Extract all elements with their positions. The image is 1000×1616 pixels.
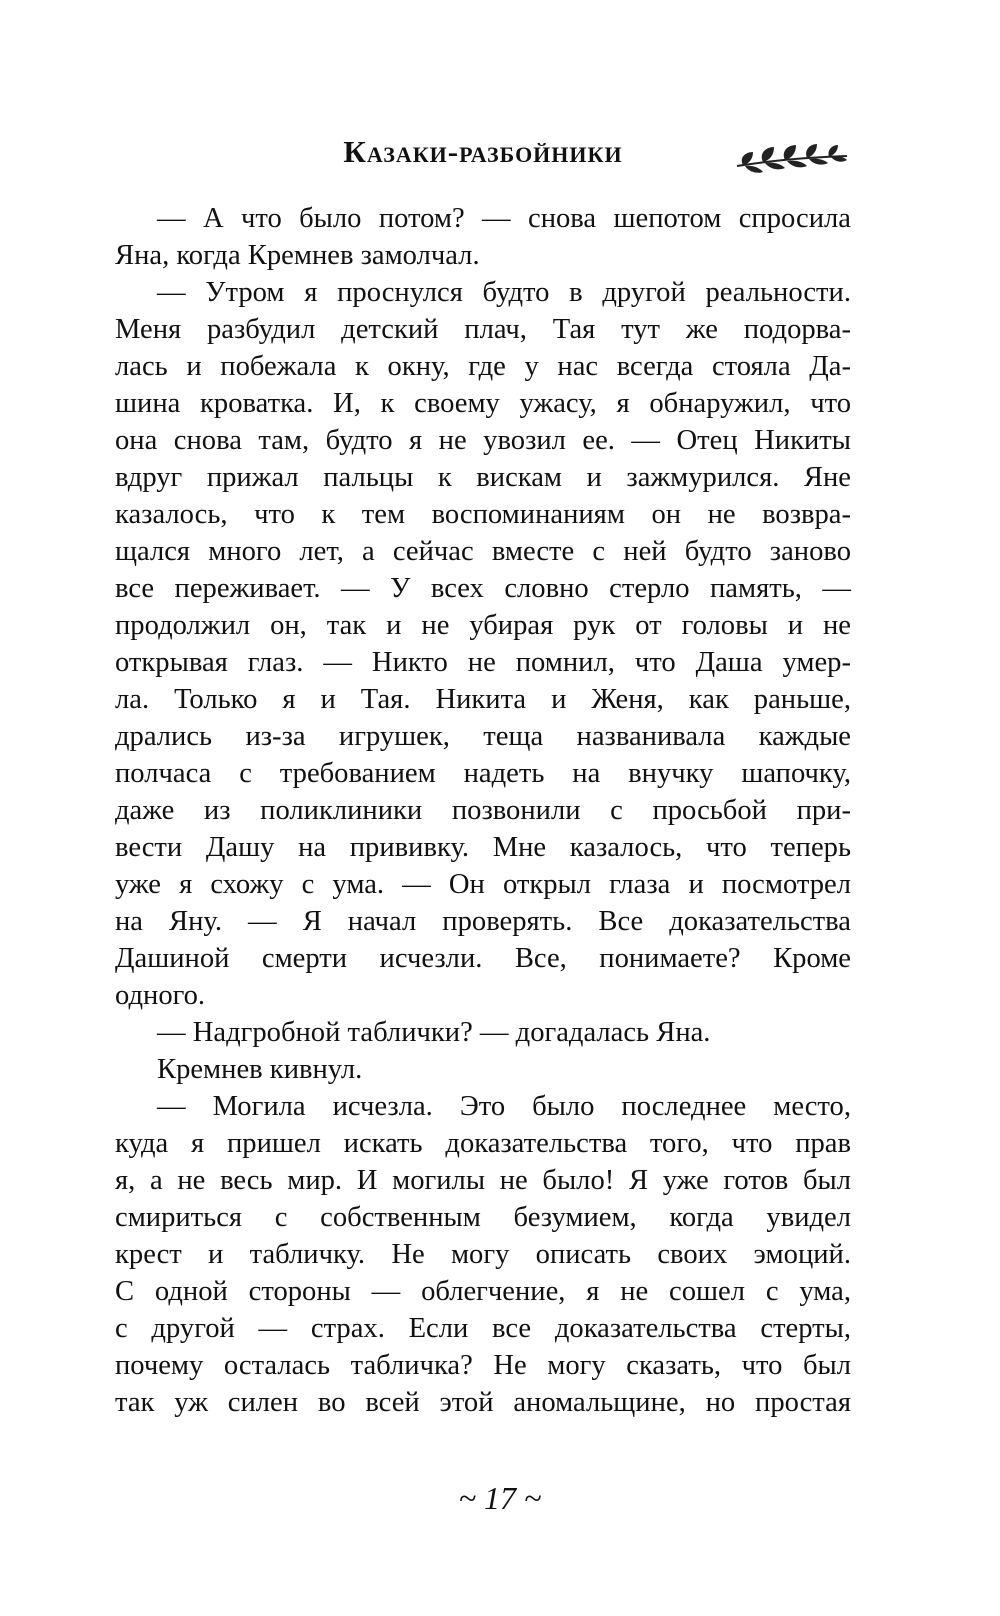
text-line: щался много лет, а сейчас вместе с ней будто заново: [115, 536, 851, 567]
text-line: продолжил он, так и не убирая рук от головы и не: [115, 610, 851, 641]
text-line: С одной стороны — облегчение, я не сошел с ума,: [115, 1276, 851, 1307]
text-line: она снова там, будто я не увозил ее. — Отец Никиты: [115, 425, 851, 456]
text-line: Кремнев кивнул.: [157, 1054, 363, 1085]
text-line: — А что было потом? — снова шепотом спросила: [157, 203, 851, 234]
text-line: куда я пришел искать доказательства того, что прав: [115, 1128, 851, 1159]
text-line: Яна, когда Кремнев замолчал.: [115, 240, 480, 271]
running-header: [115, 130, 851, 186]
text-line: на Яну. — Я начал проверять. Все доказательства: [115, 906, 851, 937]
text-line: крест и табличку. Не могу описать своих эмоций.: [115, 1239, 851, 1270]
text-line: почему осталась табличка? Не могу сказать, что был: [115, 1350, 851, 1381]
text-line: шина кроватка. И, к своему ужасу, я обнаружил, что: [115, 388, 851, 419]
text-line: дрались из-за игрушек, теща названивала каждые: [115, 721, 851, 752]
text-line: смириться с собственным безумием, когда увидел: [115, 1202, 851, 1233]
text-line: лась и побежала к окну, где у нас всегда стояла Да-: [115, 351, 851, 382]
text-line: Меня разбудил детский плач, Тая тут же подорва-: [115, 314, 851, 345]
text-line: вести Дашу на прививку. Мне казалось, что теперь: [115, 832, 851, 863]
text-line: даже из поликлиники позвонили с просьбой при-: [115, 795, 851, 826]
page-number: ~ 17 ~: [458, 1480, 542, 1516]
text-line: казалось, что к тем воспоминаниям он не возвра-: [115, 499, 851, 530]
text-line: открывая глаз. — Никто не помнил, что Даша умер-: [115, 647, 851, 678]
text-line: полчаса с требованием надеть на внучку шапочку,: [115, 758, 851, 789]
text-line: Дашиной смерти исчезли. Все, понимаете? Кроме: [115, 943, 851, 974]
page-header-title: Казаки-разбойники: [343, 134, 623, 169]
text-line: — Надгробной таблички? — догадалась Яна.: [157, 1017, 711, 1048]
text-line: все переживает. — У всех словно стерло память, —: [115, 573, 851, 604]
text-line: вдруг прижал пальцы к вискам и зажмурился. Яне: [115, 462, 851, 493]
text-line: — Утром я проснулся будто в другой реальности.: [157, 277, 851, 308]
page-body-text: [115, 200, 851, 1421]
text-line: — Могила исчезла. Это было последнее место,: [157, 1091, 851, 1122]
text-line: одного.: [115, 980, 206, 1011]
text-line: с другой — страх. Если все доказательства стерты,: [115, 1313, 851, 1344]
leaf-branch-icon: [733, 136, 851, 176]
text-line: так уж силен во всей этой аномальщине, но простая: [115, 1387, 851, 1418]
text-line: ла. Только я и Тая. Никита и Женя, как раньше,: [115, 684, 851, 715]
text-line: уже я схожу с ума. — Он открыл глаза и посмотрел: [115, 869, 851, 900]
text-line: я, а не весь мир. И могилы не было! Я уже готов был: [115, 1165, 851, 1196]
